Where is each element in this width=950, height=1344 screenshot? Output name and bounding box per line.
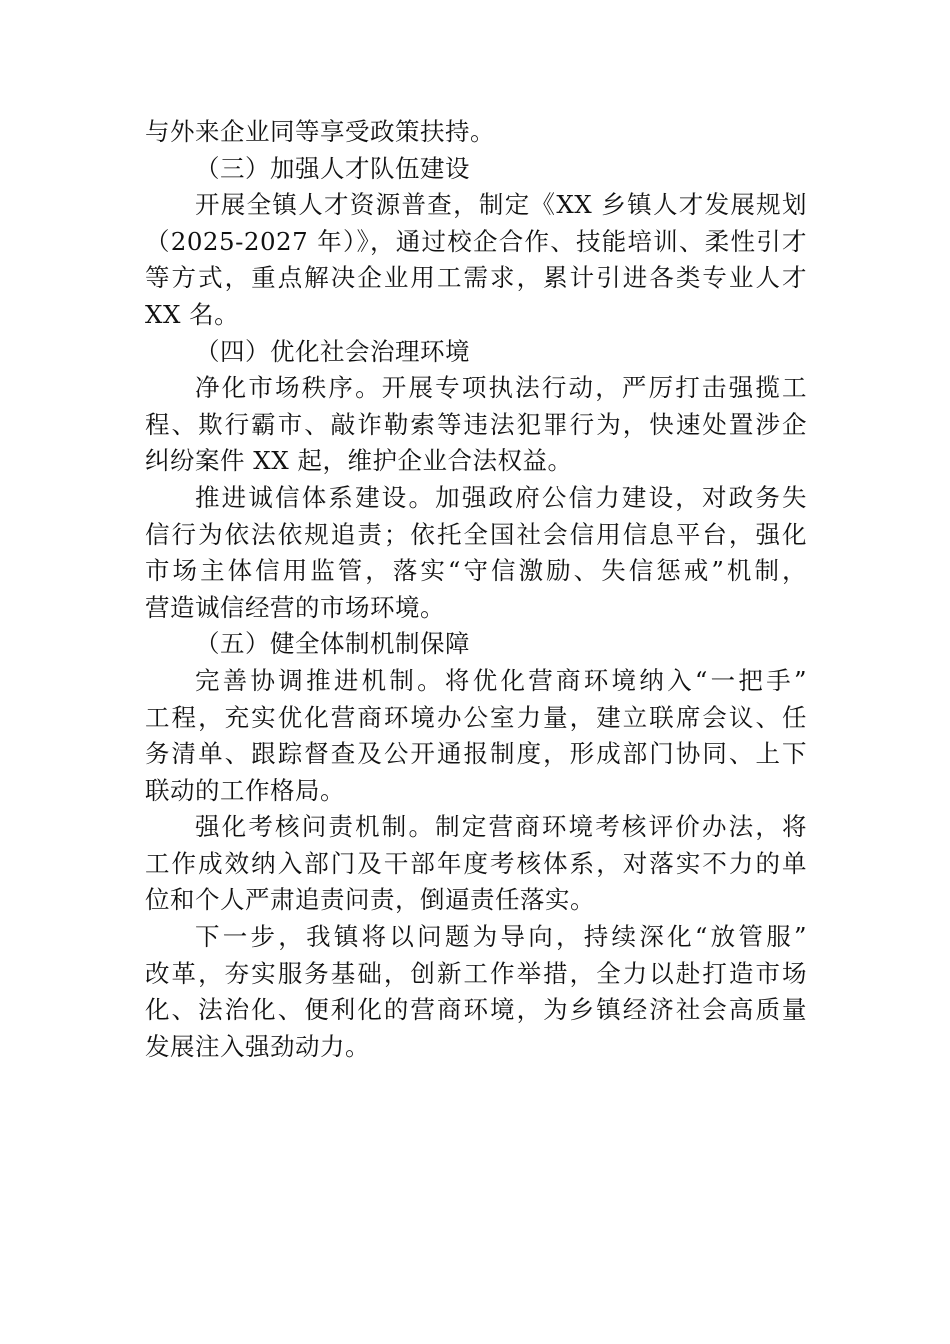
text-line: 工作成效纳入部门及干部年度考核体系，对落实不力的单 [145,848,807,878]
text-line: 下一步，我镇将以问题为导向，持续深化“放管服” [195,922,807,952]
text-line: 净化市场秩序。开展专项执法行动，严厉打击强揽工 [195,373,807,403]
text-line: 完善协调推进机制。将优化营商环境纳入“一把手” [195,665,807,695]
text-line: XX 名。 [145,299,240,329]
text-line: （2025-2027 年）》，通过校企合作、技能培训、柔性引才 [145,226,807,256]
text-line: 与外来企业同等享受政策扶持。 [145,117,495,146]
text-line: 联动的工作格局。 [145,775,345,805]
text-line: 化、法治化、便利化的营商环境，为乡镇经济社会高质量 [145,995,807,1025]
text-line: 工程，充实优化营商环境办公室力量，建立联席会议、任 [145,702,807,732]
section-heading-4: （四）优化社会治理环境 [195,336,470,366]
text-line: 推进诚信体系建设。加强政府公信力建设，对政务失 [195,482,807,512]
section-heading-5: （五）健全体制机制保障 [195,629,470,659]
text-line: 位和个人严肃追责问责，倒逼责任落实。 [145,885,595,915]
text-line: 营造诚信经营的市场环境。 [145,592,445,622]
text-line: 纠纷案件 XX 起，维护企业合法权益。 [145,446,573,476]
section-heading-3: （三）加强人才队伍建设 [195,153,470,183]
text-line: 务清单、跟踪督查及公开通报制度，形成部门协同、上下 [145,739,807,769]
text-line: 开展全镇人才资源普查，制定《XX 乡镇人才发展规划 [195,190,807,220]
text-line: 市场主体信用监管，落实“守信激励、失信惩戒”机制， [145,556,807,586]
text-line: 发展注入强劲动力。 [145,1031,370,1061]
text-line: 改革，夯实服务基础，创新工作举措，全力以赴打造市场 [145,958,807,988]
document-body [145,114,807,1065]
text-line: 程、欺行霸市、敲诈勒索等违法犯罪行为，快速处置涉企 [145,409,807,439]
text-line: 等方式，重点解决企业用工需求，累计引进各类专业人才 [145,263,807,293]
text-line: 强化考核问责机制。制定营商环境考核评价办法，将 [195,812,807,842]
text-line: 信行为依法依规追责；依托全国社会信用信息平台，强化 [145,519,807,549]
